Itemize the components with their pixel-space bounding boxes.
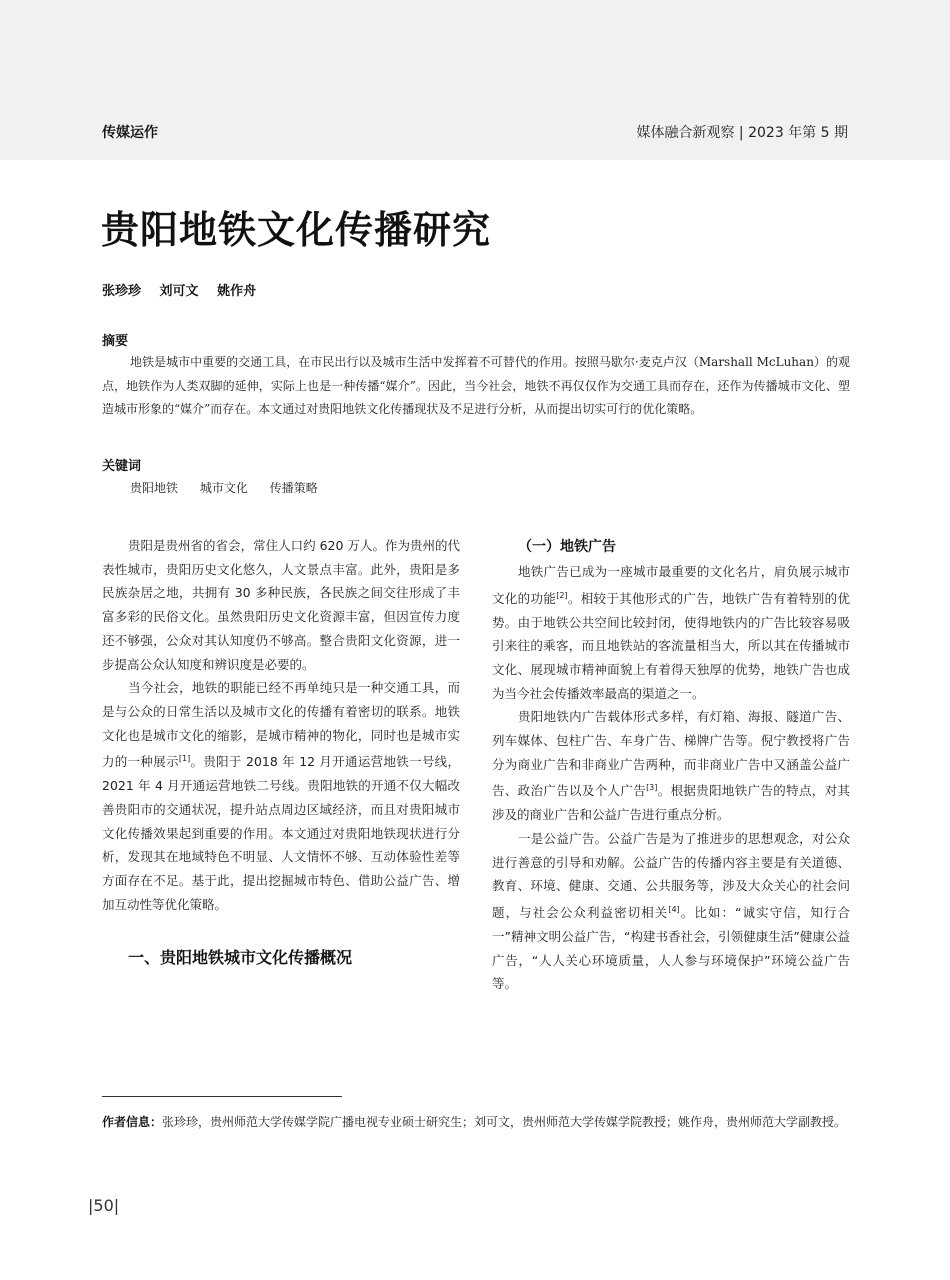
- body-paragraph: 贵阳地铁内广告载体形式多样，有灯箱、海报、隧道广告、列车媒体、包柱广告、车身广告、梯牌广告等。倪宁教授将广告分为商业广告和非商业广告两种，而非商业广告中又涵盖公益广告、政治广告以及个人广告[3]。根据贵阳地铁广告的特点，对其涉及的商业广告和公益广告进行重点分析。: [492, 709, 850, 823]
- author-list: [102, 280, 270, 299]
- citation-ref: [4]: [668, 905, 680, 915]
- body-paragraph: 地铁广告已成为一座城市最重要的文化名片，肩负展示城市文化的功能[2]。相较于其他形式的广告，地铁广告有着特别的优势。由于地铁公共空间比较封闭，使得地铁内的广告比较容易吸引来往的乘客，而且地铁站的客流量相当大，所以其在传播城市文化、展现城市精神面貌上有着得天独厚的优势，地铁广告也成为当今社会传播效率最高的渠道之一。: [492, 564, 850, 701]
- citation-ref: [2]: [556, 590, 568, 600]
- body-column-right: [492, 534, 850, 996]
- article-title: 贵阳地铁文化传播研究: [101, 208, 492, 252]
- keywords-list: [130, 479, 336, 496]
- author-info-text: 张珍珍，贵州师范大学传媒学院广播电视专业硕士研究生；刘可文，贵州师范大学传媒学院教授；姚作舟，贵州师范大学副教授。: [162, 1115, 847, 1129]
- footnote-divider: [102, 1096, 342, 1097]
- abstract-label: 摘要: [102, 334, 129, 349]
- citation-ref: [3]: [646, 783, 658, 793]
- keyword: 传播策略: [269, 481, 318, 495]
- section-heading: 一、贵阳地铁城市文化传播概况: [128, 948, 353, 968]
- author-name: 刘可文: [159, 284, 199, 299]
- journal-info: 媒体融合新观察 | 2023 年第 5 期: [636, 125, 848, 141]
- section-tag: 传媒运作: [102, 125, 158, 141]
- author-name: 张珍珍: [102, 284, 142, 299]
- body-paragraph: 贵阳是贵州省的省会，常住人口约 620 万人。作为贵州的代表性城市，贵阳历史文化悠久，人文景点丰富。此外，贵阳是多民族杂居之地，共拥有 30 多种民族，各民族之间交往形成了丰富多彩的民俗文化。虽然贵阳历史文化资源丰富，但因宣传力度还不够强，公众对其认知度仍不够高。整合贵阳文化资源，进一步提高公众认知度和辨识度是必要的。: [102, 538, 460, 672]
- keyword: 城市文化: [199, 481, 248, 495]
- keywords-label: 关键词: [102, 459, 142, 474]
- body-column-left: [102, 534, 460, 970]
- subsection-heading: （一）地铁广告: [518, 539, 616, 555]
- body-paragraph: 一是公益广告。公益广告是为了推进步的思想观念，对公众进行善意的引导和劝解。公益广告的传播内容主要是有关道德、教育、环境、健康、交通、公共服务等，涉及大众关心的社会问题，与社会公众利益密切相关[4]。比如：“诚实守信，知行合一”精神文明公益广告，“构建书香社会，引领健康生活”健康公益广告，“人人关心环境质量，人人参与环境保护”环境公益广告等。: [492, 831, 850, 992]
- body-paragraph: 当今社会，地铁的职能已经不再单纯只是一种交通工具，而是与公众的日常生活以及城市文化的传播有着密切的联系。地铁文化也是城市文化的缩影，是城市精神的物化，同时也是城市实力的一种展示[1]。贵阳于 2018 年 12 月开通运营地铁一号线，2021 年 4 月开通运营地铁二号线。贵阳地铁的开通不仅大幅改善贵阳市的交通状况，提升站点周边区域经济，而且对贵阳城市文化传播效果起到重要的作用。本文通过对贵阳地铁现状进行分析，发现其在地域特色不明显、人文情怀不够、互动体验性差等方面存在不足。基于此，提出挖掘城市特色、借助公益广告、增加互动性等优化策略。: [102, 680, 460, 912]
- abstract-text: 地铁是城市中重要的交通工具，在市民出行以及城市生活中发挥着不可替代的作用。按照马歇尔·麦克卢汉（Marshall McLuhan）的观点，地铁作为人类双脚的延伸，实际上也是一种传播“媒介”。因此，当今社会，地铁不再仅仅作为交通工具而存在，还作为传播城市文化、塑造城市形象的“媒介”而存在。本文通过对贵阳地铁文化传播现状及不足进行分析，从而提出切实可行的优化策略。: [102, 355, 850, 416]
- keyword: 贵阳地铁: [130, 481, 179, 495]
- author-info-footnote: [102, 1111, 850, 1134]
- author-name: 姚作舟: [217, 284, 257, 299]
- author-info-label: 作者信息：: [102, 1115, 163, 1129]
- page-number: |50|: [88, 1196, 120, 1215]
- citation-ref: [1]: [178, 754, 191, 764]
